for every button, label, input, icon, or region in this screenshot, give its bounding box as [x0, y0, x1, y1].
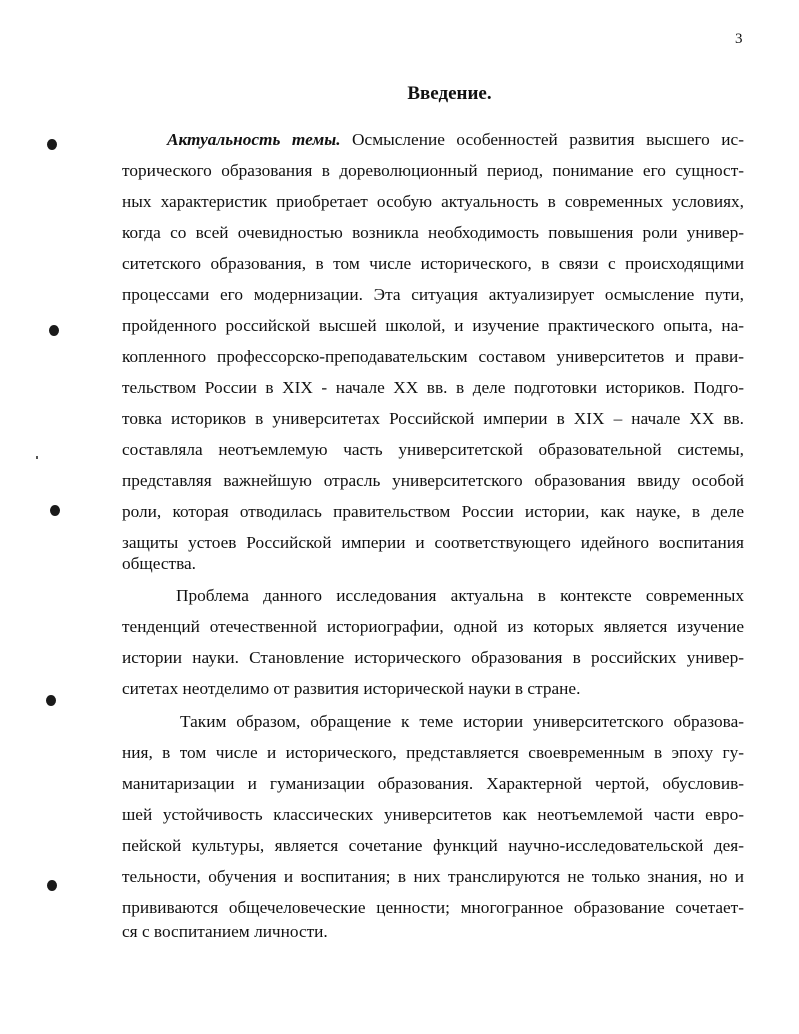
- paragraph-line: тельством России в XIX - начале XX вв. в деле подготовки историков. Подго-: [122, 378, 744, 397]
- paragraph-line: представляя важнейшую отрасль университетского образования ввиду особой: [122, 471, 744, 490]
- punch-hole-mark: [46, 695, 56, 706]
- paragraph-line: роли, которая отводилась правительством России истории, как науке, в деле: [122, 502, 744, 521]
- paragraph-line: копленного профессорско-преподавательским составом университетов и прави-: [122, 347, 744, 366]
- paragraph-line: манитаризации и гуманизации образования. Характерной чертой, обусловив-: [122, 774, 744, 793]
- paragraph-line: когда со всей очевидностью возникла необходимость повышения роли универ-: [122, 223, 744, 242]
- page-number: 3: [735, 31, 743, 47]
- paragraph-line: ситетского образования, в том числе исторического, в связи с происходящими: [122, 254, 744, 273]
- paragraph-line: торического образования в дореволюционный период, понимание его сущност-: [122, 161, 744, 180]
- paragraph-line: тельности, обучения и воспитания; в них транслируются не только знания, но и: [122, 867, 744, 886]
- punch-hole-mark: [49, 325, 59, 336]
- scan-speck: [36, 456, 38, 459]
- paragraph-line: ситетах неотделимо от развития исторической науки в стране.: [122, 679, 581, 698]
- line-text: Осмысление особенностей развития высшего ис-: [340, 130, 744, 149]
- paragraph-line: ния, в том числе и исторического, представляется своевременным в эпоху гу-: [122, 743, 744, 762]
- paragraph-line: ся с воспитанием личности.: [122, 922, 328, 941]
- paragraph-line: [167, 124, 744, 155]
- paragraph-line: Проблема данного исследования актуальна в контексте современных: [176, 586, 744, 605]
- paragraph-line: шей устойчивость классических университетов как неотъемлемой части евро-: [122, 805, 744, 824]
- paragraph-line: составляла неотъемлемую часть университетской образовательной системы,: [122, 440, 744, 459]
- lead-phrase: Актуальность темы.: [167, 130, 341, 149]
- punch-hole-mark: [47, 139, 57, 150]
- punch-hole-mark: [47, 880, 57, 891]
- paragraph-line: защиты устоев Российской империи и соответствующего идейного воспитания: [122, 533, 744, 552]
- page-title: Введение.: [407, 83, 492, 104]
- paragraph-line: прививаются общечеловеческие ценности; многогранное образование сочетает-: [122, 898, 744, 917]
- paragraph-line: Таким образом, обращение к теме истории университетского образова-: [180, 712, 744, 731]
- paragraph-line: ных характеристик приобретает особую актуальность в современных условиях,: [122, 192, 744, 211]
- paragraph-line: общества.: [122, 554, 196, 573]
- paragraph-line: истории науки. Становление исторического образования в российских универ-: [122, 648, 744, 667]
- paragraph-line: товка историков в университетах Российской империи в XIX – начале XX вв.: [122, 409, 744, 428]
- paragraph-line: тенденций отечественной историографии, одной из которых является изучение: [122, 617, 744, 636]
- paragraph-line: пройденного российской высшей школой, и изучение практического опыта, на-: [122, 316, 744, 335]
- paragraph-line: процессами его модернизации. Эта ситуация актуализирует осмысление пути,: [122, 285, 744, 304]
- punch-hole-mark: [50, 505, 60, 516]
- paragraph-line: пейской культуры, является сочетание функций научно-исследовательской дея-: [122, 836, 744, 855]
